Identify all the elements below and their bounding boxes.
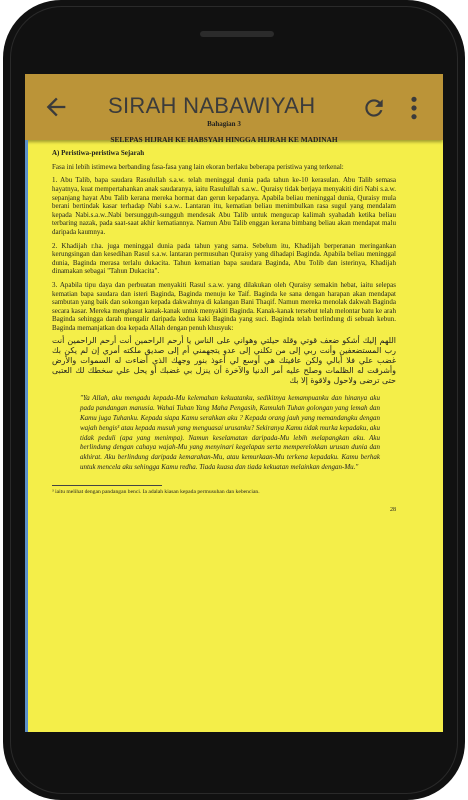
more-vert-icon[interactable]	[409, 95, 419, 121]
section-heading: A) Peristiwa-peristiwa Sejarah	[52, 149, 145, 158]
footnote-rule	[52, 485, 162, 486]
paragraph-3: 3. Apabila tipu daya dan perbuatan menyakiti Rasul s.a.w. yang dilakukan oleh Quraisy semakin hebat, iaitu selepas kematian bapa saudara dan isteri Baginda, Baginda menuju ke Taif. Baginda ke sana dengan harapan akan mendapat sambutan yang baik dan sokongan kepada dakwahnya di kalangan Bani Thaqif. Namun mereka menolak dakwah Baginda secara kasar. Mereka menghasut kanak-kanak untuk menyakiti Baginda. Kanak-kanak tersebut telah melontar batu ke arah Baginda sehingga darah mengalir daripada kedua kaki Baginda yang suci. Baginda telah berlindung di sebuah kebun. Baginda memanjatkan doa kepada Allah dengan penuh khusyuk:	[52, 280, 396, 332]
page-edge	[25, 140, 28, 732]
page-number: 28	[390, 507, 396, 514]
prayer-translation: "Ya Allah, aku mengadu kepada-Mu kelemahan kekuatanku, sedikitnya kemampuanku dan hinanya aku pada pandangan manusia. Wahai Tuhan Yang Maha Pengasih, Kamulah Tuhan golongan yang lemah dan Kamu juga Tuhanku. Kepada siapa Kamu serahkan aku ? Kepada orang jauh yang memandangku dengan wajah bengis³ atau kepada musuh yang menguasai urusanku? Sekiranya Kamu tidak murka kepadaku, aku tidak peduli (apa yang menimpa). Namun keselamatan daripada-Mu lebih melapangkan aku. Aku berlindung dengan cahaya wajah-Mu yang menyinari kegelapan serta memperelokkan urusan dunia dan akhirat. Aku berlindung daripada kemarahan-Mu, atau kemurkaan-Mu terkena kepadaku. Kamu berhak untuk mencela aku sehingga Kamu redha. Tiada kuasa dan tiada kekuatan melainkan dengan-Mu."	[80, 394, 380, 472]
paragraph-2: 2. Khadijah r.ha. juga meninggal dunia pada tahun yang sama. Sebelum itu, Khadijah berperanan meringankan kerungsingan dan kesedihan Rasul s.a.w. lantaran permusuhan Quraisy yang dihadapi Baginda. Apabila beliau meninggal dunia, Baginda merasa terlalu dukacita. Tahun kematian bapa saudara Baginda, Abu Tolib dan isterinya, Khadijah dinamakan sebagai "Tahun Dukacita".	[52, 241, 396, 276]
footnote: ³ iaitu melihat dengan pandangan benci. Ia adalah kiasan kepada permusuhan dan kebencian.	[52, 488, 260, 495]
chapter-heading: SELEPAS HIJRAH KE HABSYAH HINGGA HIJRAH KE MADINAH	[110, 134, 338, 144]
arabic-prayer: اللهم إليك أشكو ضعف قوتي وقلة حيلتي وهواني على الناس يا أرحم الراحمين أنت أرحم الراحمين أنت رب المستضعفين وأنت ربي إلى من تكلني إلى عدو يتجهمني أم إلى صديق ملكته أمري إن لم يكن بك غضب علي فلا أبالي ولكن عافيتك هي أوسع لي أعوذ بنور وجهك الذي أضاءت له السموات والأرض وأشرقت له الظلمات وصلح عليه أمر الدنيا والآخرة أن ينزل بي غضبك أو يحل علي سخطك لك العتبى حتى ترضى ولاحول ولاقوة إلا بك	[52, 336, 396, 386]
phone-speaker	[200, 31, 274, 37]
document-page	[52, 120, 396, 515]
refresh-icon[interactable]	[361, 95, 387, 121]
chapter-label: Bahagian 3	[207, 120, 241, 128]
app-title: SIRAH NABAWIYAH	[108, 93, 316, 118]
paragraph-1: 1. Abu Talib, bapa saudara Rasulullah s.a.w. telah meninggal dunia pada tahun ke-10 kerasulan. Abu Talib semasa hayatnya, kuat mempertahankan anak saudaranya, iaitu Rasulullah s.a.w.. Quraisy tidak berjaya menyakiti diri Nabi s.a.w. sepanjang hayat Abu Talib kerana mereka hormat dan gerun kepadanya. Apabila beliau meninggal dunia, Quraisy mula berani bertindak kasar terhadap Nabi s.a.w.. Lantaran itu, kematian beliau menimbulkan rasa sugul yang mendalam kepada Nabi.s.a.w..Nabi bersungguh-sungguh mendesak Abu Talib untuk mengucap kalimah syahadah ketika beliau terbaring nazak, pada saat-saat akhir kematiannya. Namun Abu Talib enggan kerana bimbang beliau akan mendapat malu daripada kaumnya.	[52, 176, 396, 236]
arrow-back-icon[interactable]	[42, 93, 70, 121]
intro-paragraph: Fasa ini lebih istimewa berbanding fasa-fasa yang lain ekoran berlaku beberapa peristiwa yang terkenal:	[52, 162, 344, 171]
